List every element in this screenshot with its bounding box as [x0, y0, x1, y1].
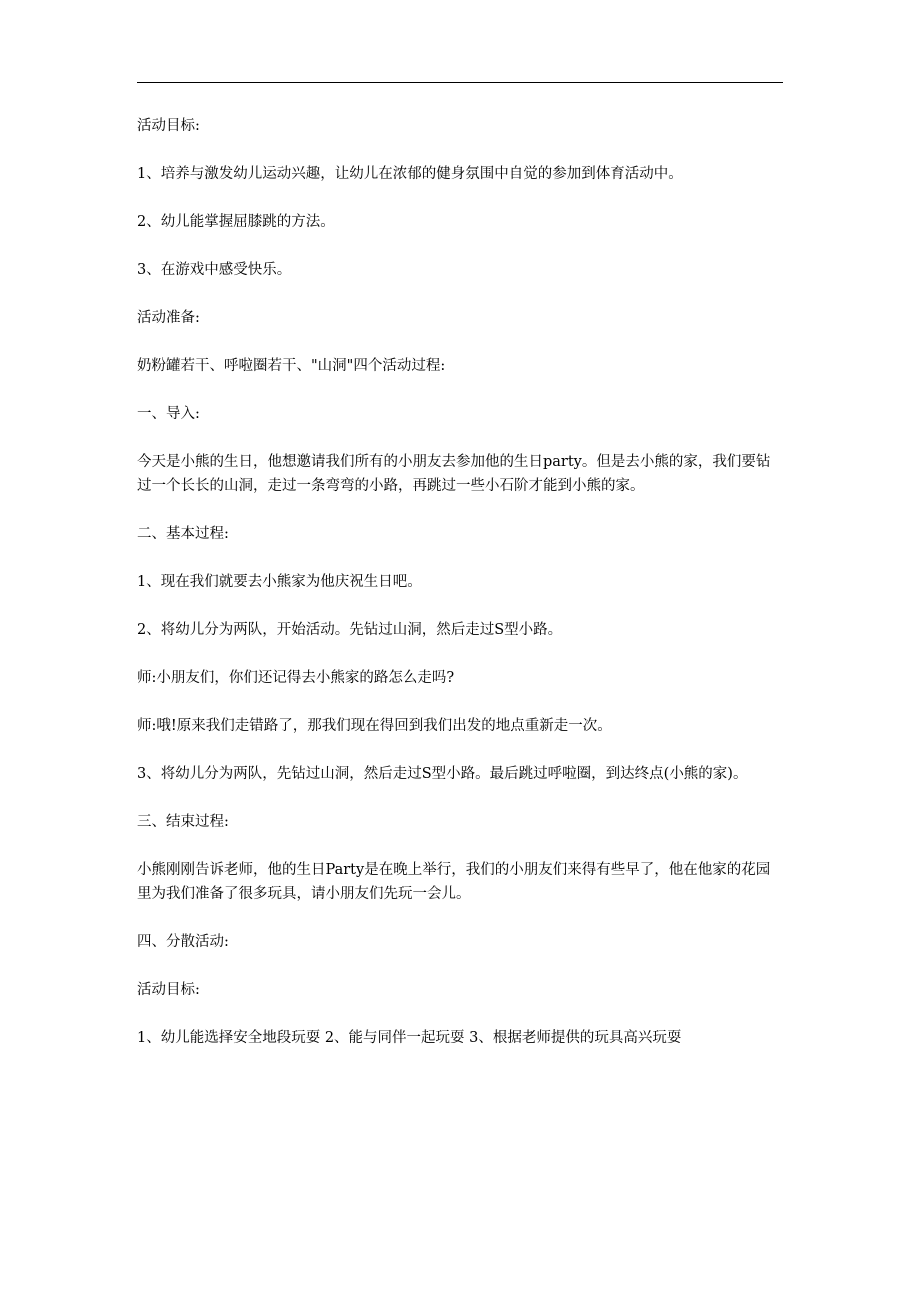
header-rule	[137, 82, 783, 83]
process-step-1: 1、现在我们就要去小熊家为他庆祝生日吧。	[137, 574, 422, 590]
heading-ending-process: 三、结束过程:	[137, 814, 229, 830]
heading-activity-preparation: 活动准备:	[137, 310, 200, 326]
document-body	[137, 114, 783, 1074]
goal-item-1: 1、培养与激发幼儿运动兴趣，让幼儿在浓郁的健身氛围中自觉的参加到体育活动中。	[137, 166, 683, 182]
preparation-text: 奶粉罐若干、呼啦圈若干、"山洞"四个活动过程:	[137, 358, 446, 374]
heading-activity-goals-2: 活动目标:	[137, 982, 200, 998]
process-step-2: 2、将幼儿分为两队，开始活动。先钻过山洞，然后走过S型小路。	[137, 622, 563, 638]
free-activity-goals: 1、幼儿能选择安全地段玩耍 2、能与同伴一起玩耍 3、根据老师提供的玩具高兴玩耍	[137, 1030, 682, 1046]
teacher-line-2: 师:哦!原来我们走错路了，那我们现在得回到我们出发的地点重新走一次。	[137, 718, 612, 734]
goal-item-3: 3、在游戏中感受快乐。	[137, 262, 292, 278]
teacher-line-1: 师:小朋友们，你们还记得去小熊家的路怎么走吗?	[137, 670, 455, 686]
heading-free-activity: 四、分散活动:	[137, 934, 229, 950]
process-step-3: 3、将幼儿分为两队，先钻过山洞，然后走过S型小路。最后跳过呼啦圈，到达终点(小熊的家)。	[137, 766, 748, 782]
heading-introduction: 一、导入:	[137, 406, 200, 422]
heading-activity-goals: 活动目标:	[137, 118, 200, 134]
ending-text: 小熊刚刚告诉老师，他的生日Party是在晚上举行，我们的小朋友们来得有些早了，他在他家的花园里为我们准备了很多玩具，请小朋友们先玩一会儿。	[137, 862, 771, 902]
heading-basic-process: 二、基本过程:	[137, 526, 229, 542]
goal-item-2: 2、幼儿能掌握屈膝跳的方法。	[137, 214, 335, 230]
introduction-text: 今天是小熊的生日，他想邀请我们所有的小朋友去参加他的生日party。但是去小熊的家，我们要钻过一个长长的山洞，走过一条弯弯的小路，再跳过一些小石阶才能到小熊的家。	[137, 454, 771, 494]
